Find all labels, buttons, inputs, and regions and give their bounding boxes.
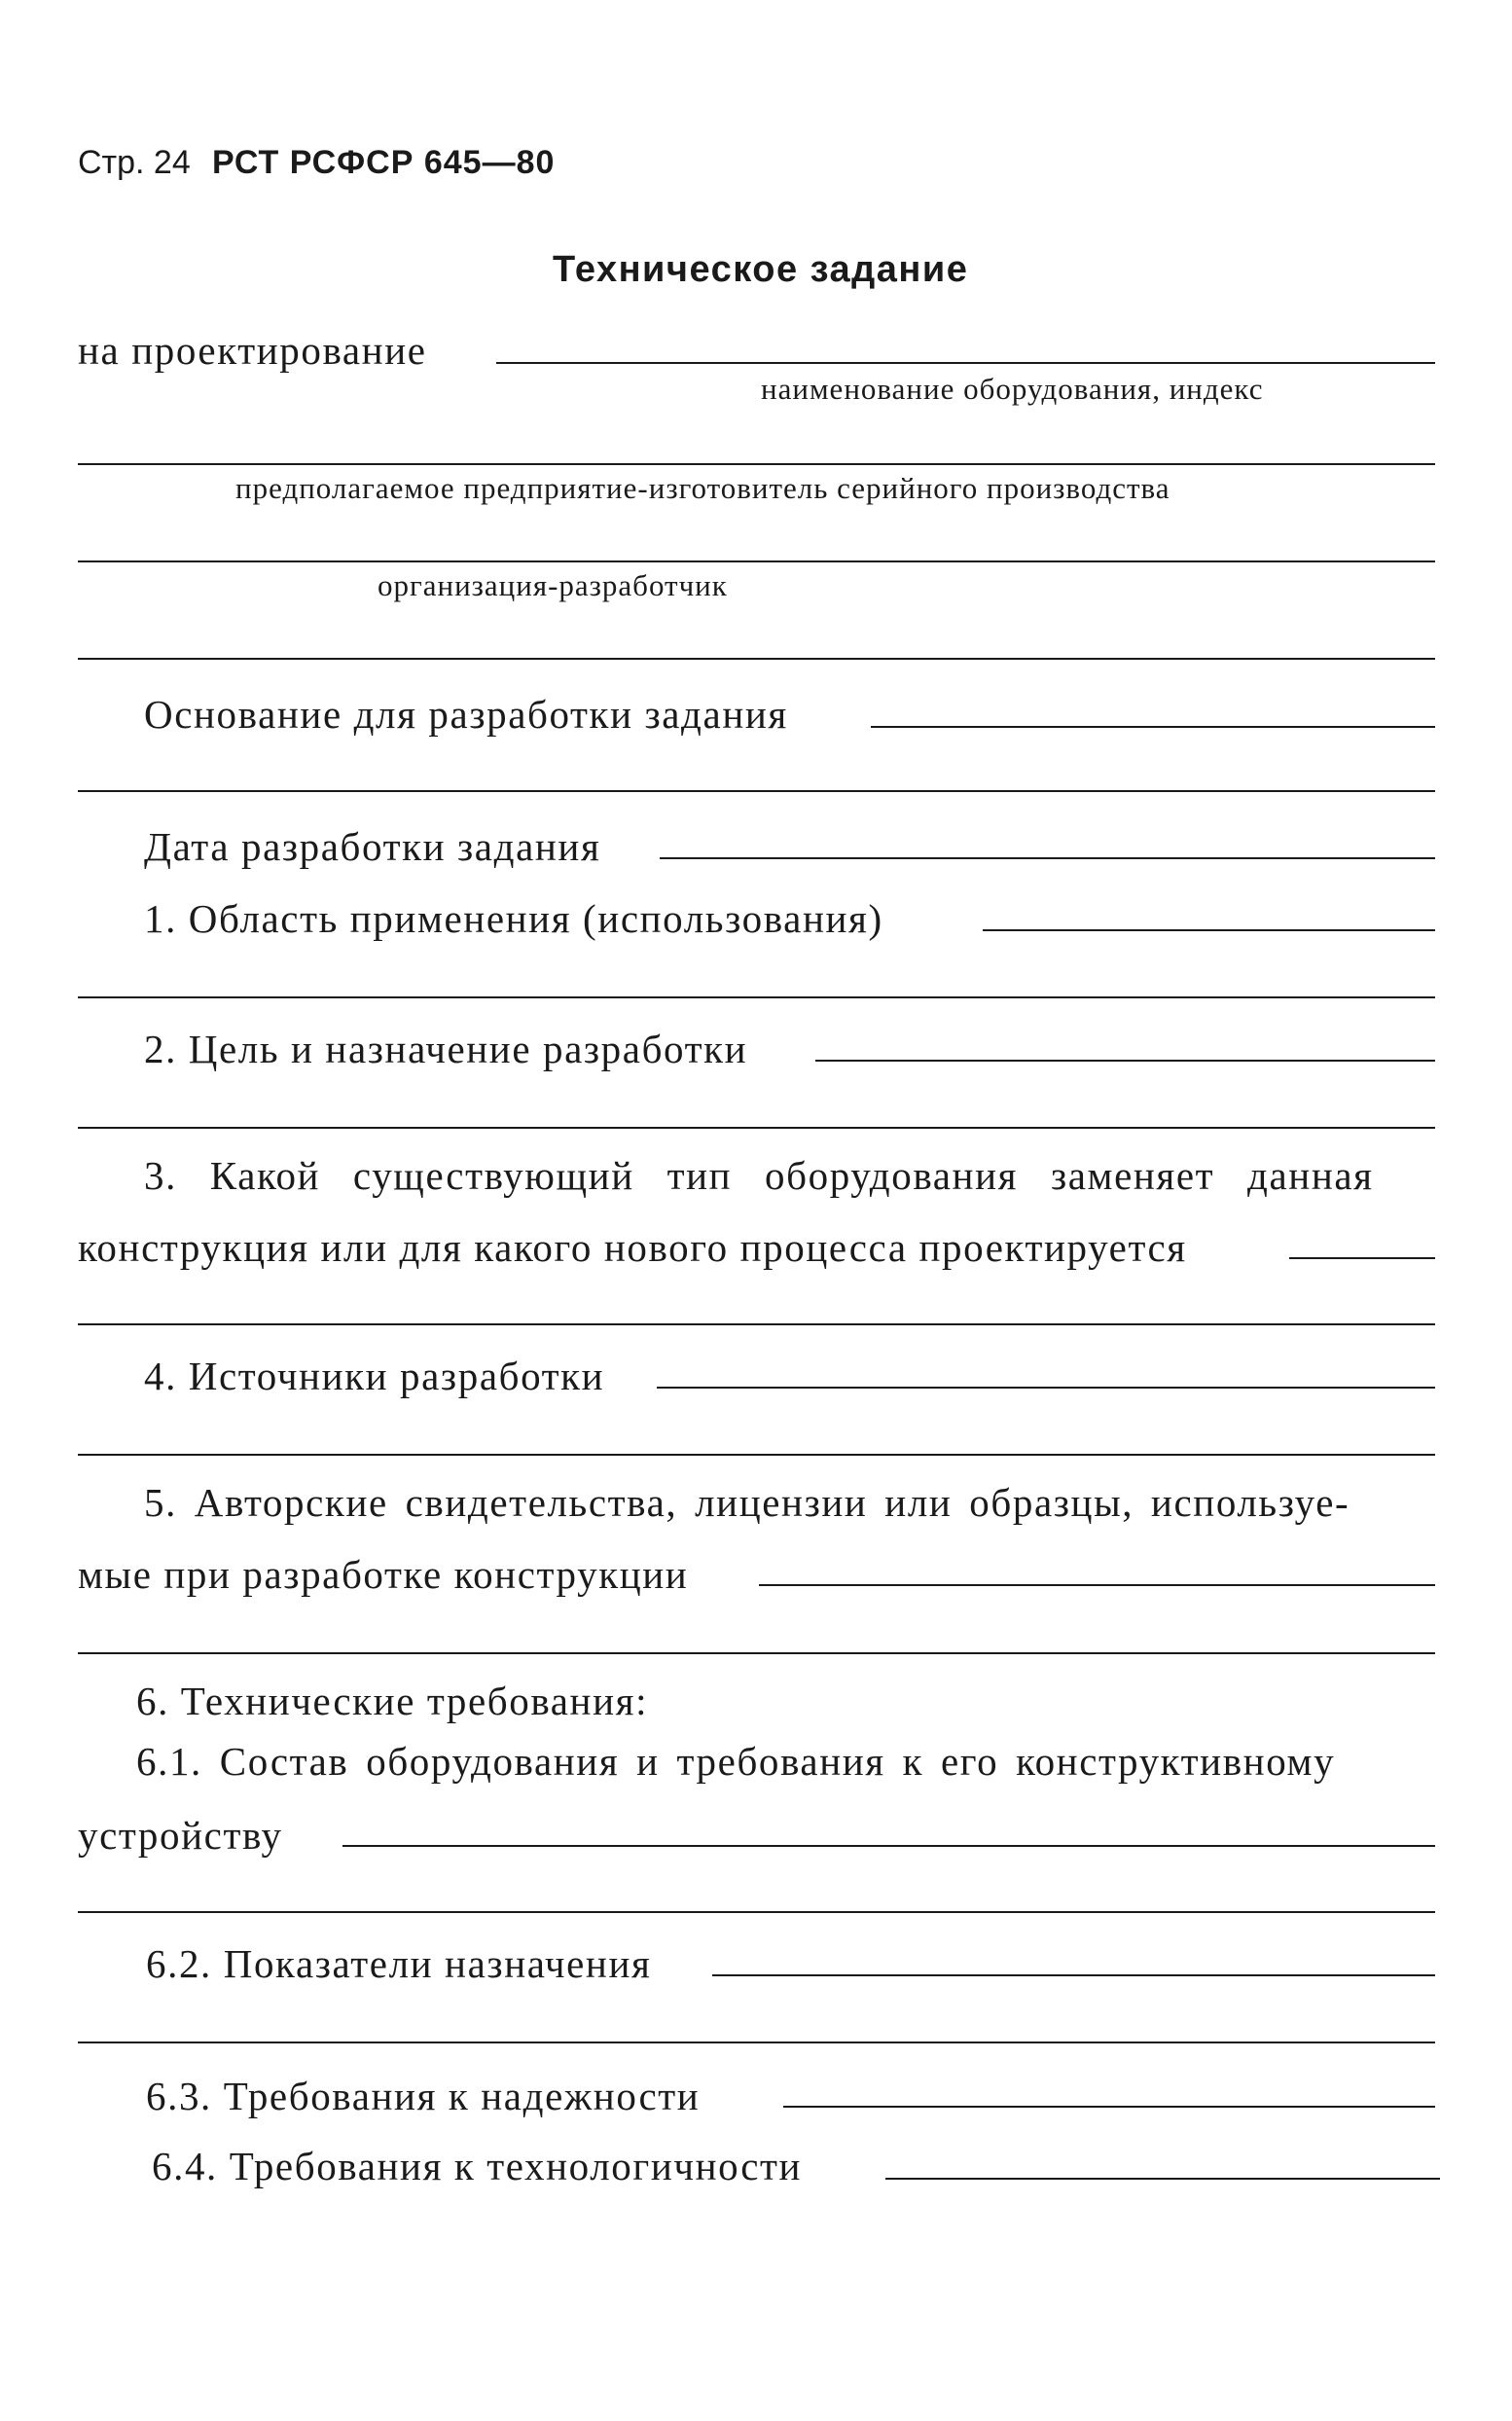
section-2: 2. Цель и назначение разработки — [144, 1027, 748, 1071]
basis-label: Основание для разработки задания — [144, 692, 788, 737]
section-1-fill-line[interactable] — [983, 929, 1435, 931]
section-3-fill-line[interactable] — [1289, 1257, 1435, 1259]
section-4-fill-line-2[interactable] — [78, 1454, 1435, 1456]
design-label: на проектирование — [78, 328, 427, 373]
developer-caption: организация-разработчик — [378, 568, 728, 602]
section-6: 6. Технические требования: — [136, 1679, 649, 1723]
basis-fill-line[interactable] — [871, 726, 1435, 728]
section-4: 4. Источники разработки — [144, 1354, 605, 1398]
section-5-fill-line-2[interactable] — [78, 1652, 1435, 1654]
section-6-2-fill-line[interactable] — [712, 1974, 1435, 1976]
section-1: 1. Область применения (использования) — [144, 896, 883, 941]
manufacturer-fill-line[interactable] — [78, 463, 1435, 465]
section-4-fill-line[interactable] — [657, 1387, 1435, 1389]
section-6-1-line-1: 6.1. Состав оборудования и требования к его конструктивному — [136, 1739, 1336, 1784]
document-title: Техническое задание — [553, 249, 969, 290]
section-6-1-fill-line-2[interactable] — [78, 1911, 1435, 1913]
section-6-1-line-2: устройству — [78, 1813, 283, 1858]
equipment-caption: наименование оборудования, индекс — [761, 372, 1264, 406]
section-6-3-fill-line[interactable] — [783, 2106, 1435, 2108]
standard-code: РСТ РСФСР 645—80 — [212, 144, 556, 181]
section-2-fill-line-2[interactable] — [78, 1127, 1435, 1129]
page-number: Стр. 24 — [78, 144, 191, 181]
section-6-2: 6.2. Показатели назначения — [146, 1941, 652, 1986]
section-6-3: 6.3. Требования к надежности — [146, 2074, 701, 2118]
section-3-fill-line-2[interactable] — [78, 1323, 1435, 1325]
basis-fill-line-2[interactable] — [78, 790, 1435, 792]
section-3-line-2: конструкция или для какого нового процесса проектируется — [78, 1225, 1187, 1270]
section-6-1-fill-line[interactable] — [342, 1845, 1435, 1847]
date-label: Дата разработки задания — [144, 824, 601, 869]
section-2-fill-line[interactable] — [815, 1060, 1435, 1062]
developer-fill-line[interactable] — [78, 560, 1435, 562]
manufacturer-caption: предполагаемое предприятие-изготовитель серийного производства — [235, 471, 1170, 505]
section-5-line-1: 5. Авторские свидетельства, лицензии или образцы, используе- — [144, 1480, 1350, 1525]
section-5-fill-line[interactable] — [759, 1584, 1435, 1586]
section-1-fill-line-2[interactable] — [78, 996, 1435, 998]
section-6-2-fill-line-2[interactable] — [78, 2042, 1435, 2043]
section-6-4-fill-line[interactable] — [885, 2178, 1440, 2180]
date-fill-line[interactable] — [660, 857, 1435, 859]
section-3-line-1: 3. Какой существующий тип оборудования заменяет данная — [144, 1153, 1374, 1198]
section-6-4: 6.4. Требования к технологичности — [152, 2144, 803, 2188]
equipment-fill-line[interactable] — [496, 362, 1435, 364]
blank-fill-line[interactable] — [78, 658, 1435, 660]
section-5-line-2: мые при разработке конструкции — [78, 1552, 689, 1597]
